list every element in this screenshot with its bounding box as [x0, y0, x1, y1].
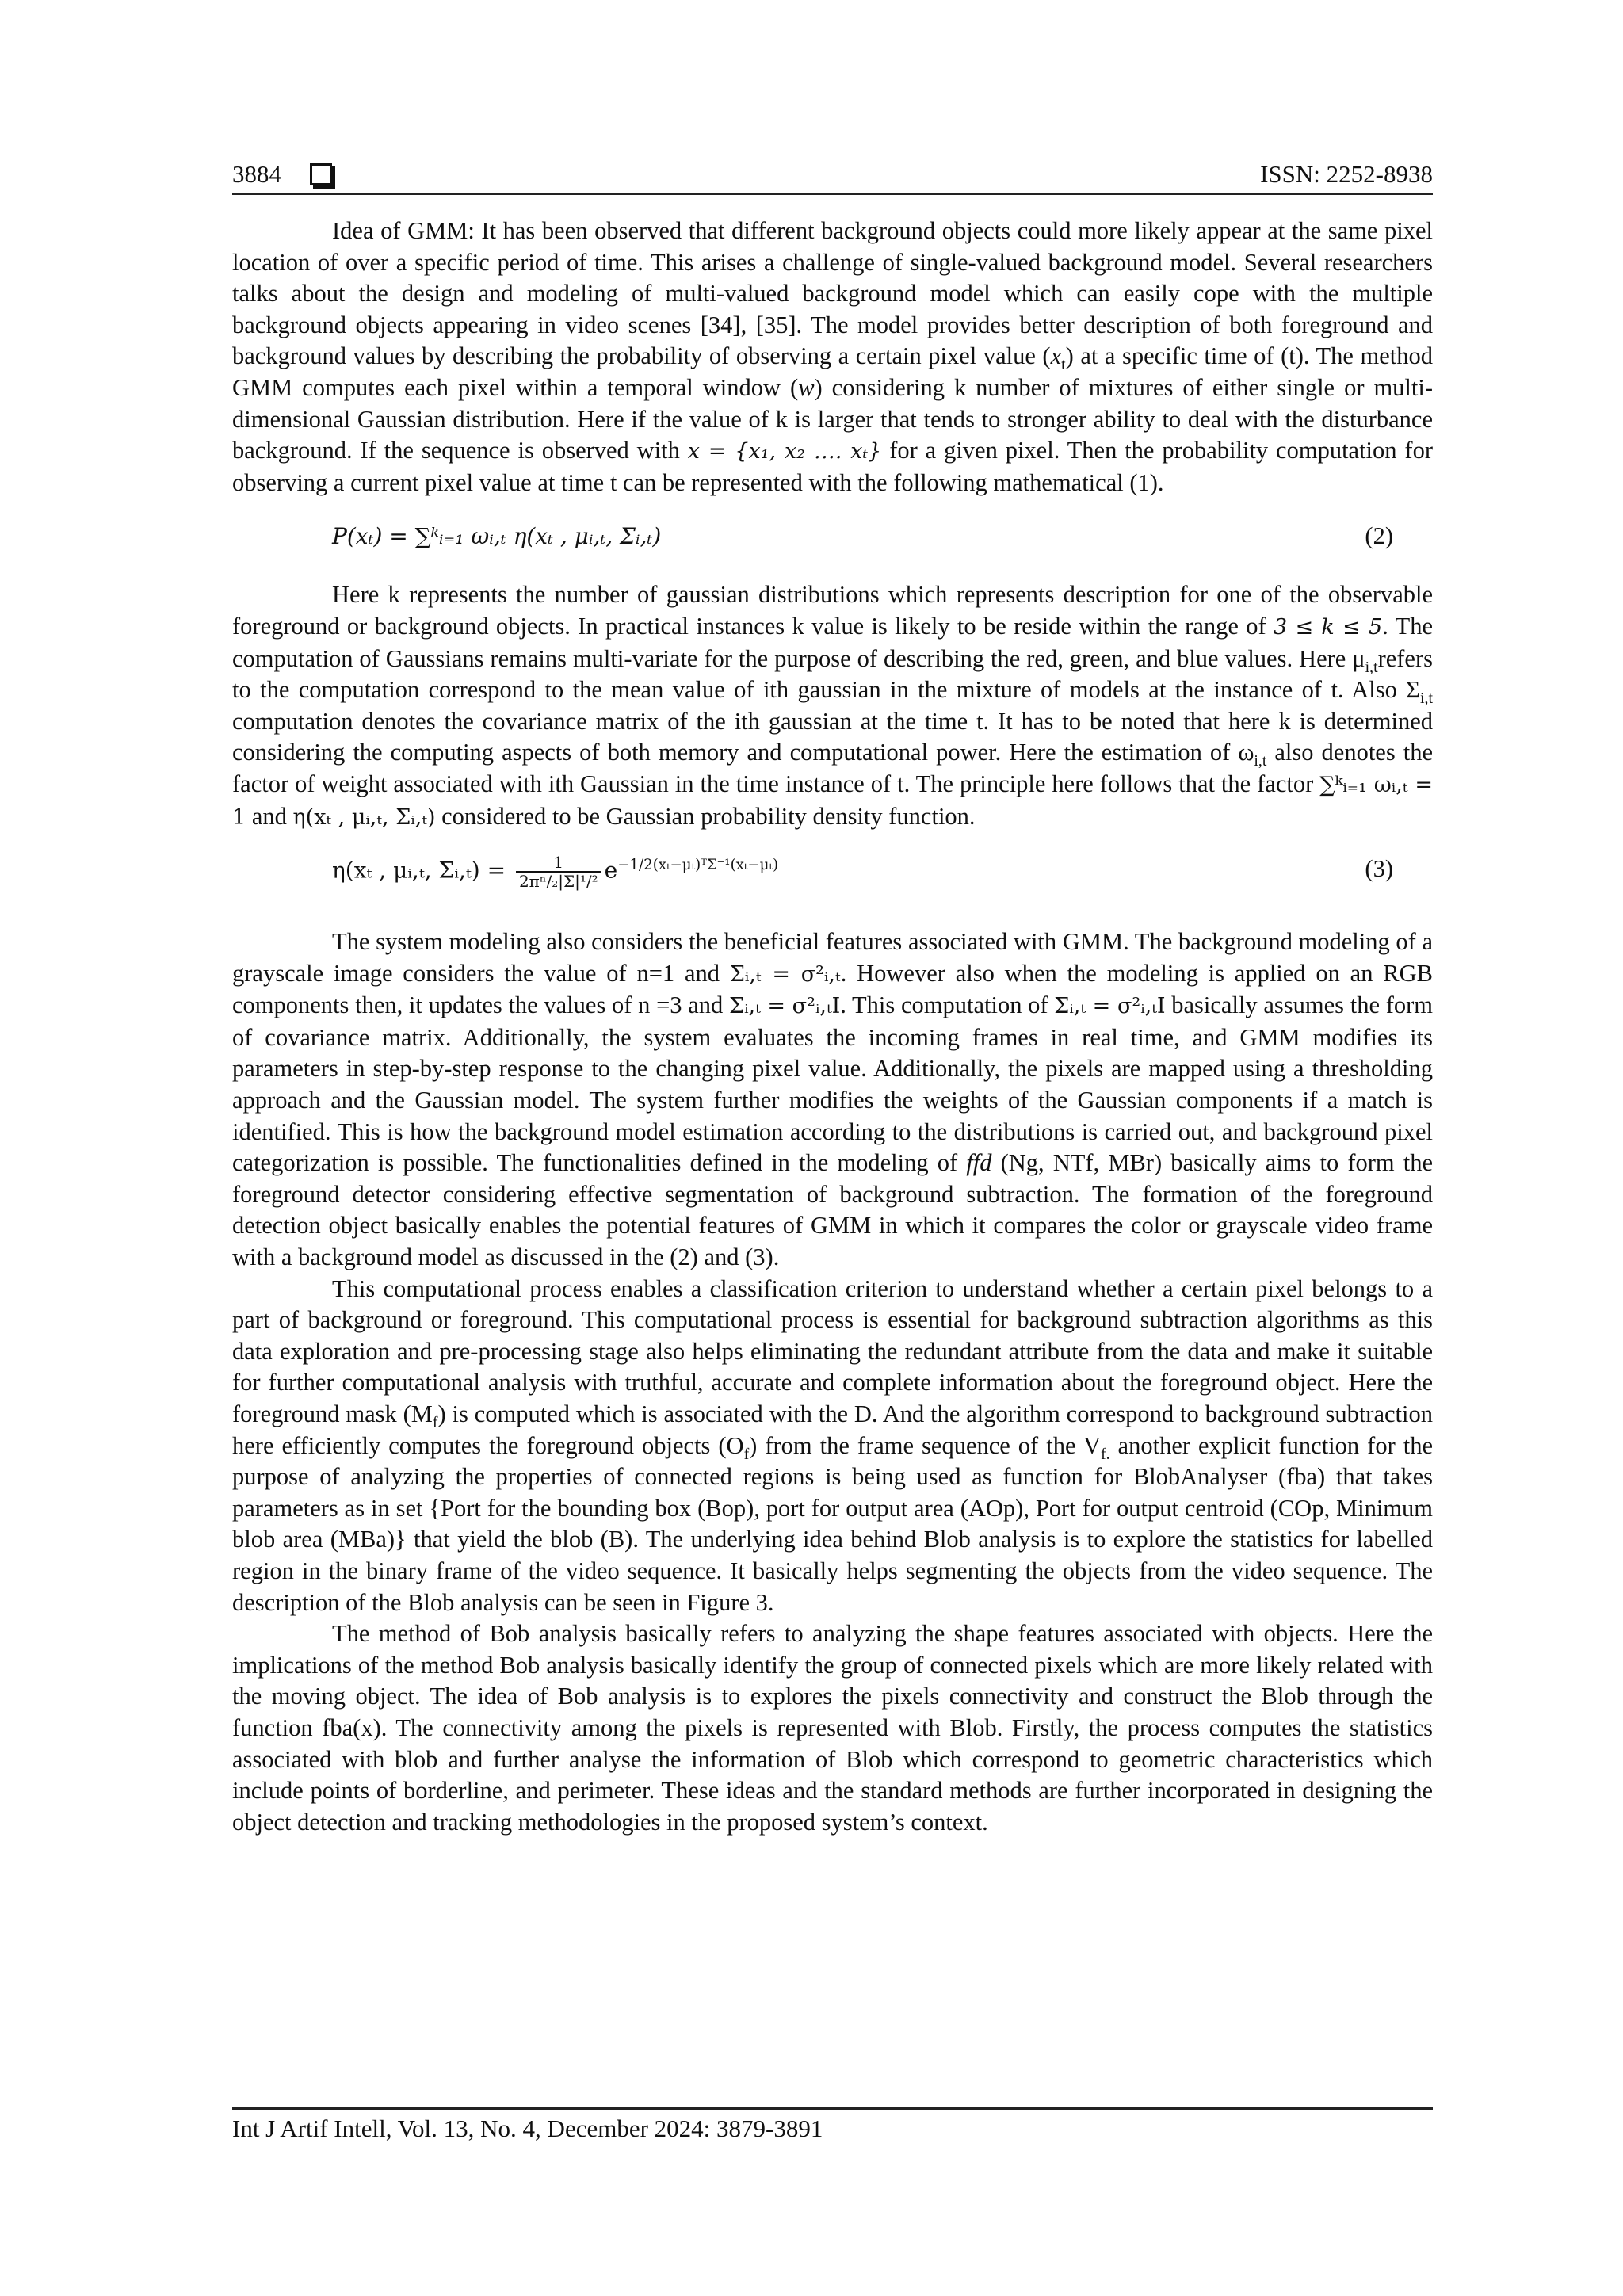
equation-2-expression: [332, 521, 661, 552]
equation-2-number: (2): [1365, 522, 1393, 550]
text: i,t: [1254, 752, 1267, 770]
math-inline: Σᵢ,ₜ = σ²ᵢ,ₜI: [728, 994, 841, 1019]
text: . The computation of Gaussians remains multi-variate for the purpose of describing the red, green, and blue values. Here μ: [232, 612, 1433, 672]
equation-2: [232, 521, 1433, 552]
math-inline: x = {x₁, x₂ …. xₜ}: [687, 439, 882, 464]
fraction: [516, 854, 601, 890]
text: ffd: [966, 1149, 992, 1177]
paragraph-k-distributions: [232, 579, 1433, 833]
text: refers to the computation correspond to the mean value of ith gaussian in the mixture of models at the instance of t. Also Σ: [232, 644, 1433, 704]
equation-3-expression: [332, 854, 778, 890]
text: (Ng, NTf, MBr) basically aims to form the foreground detector considering effective segmentation of background subtraction. The formation of the foreground detection object basically enables the potential features of GMM in which it compares the color or grayscale video frame with a background model as discussed in the (2) and (3).: [232, 1149, 1433, 1271]
page-number: 3884: [232, 160, 281, 188]
text: f: [743, 1445, 750, 1463]
paragraph-gmm-idea: [232, 216, 1433, 499]
text: also denotes the factor of weight associated with ith Gaussian in the time instance of t. The principle here follows that the factor: [232, 739, 1433, 797]
text: Here k represents the number of gaussian distributions which represents description for one of the observable foreground or background objects. In practical instances k value is likely to be reside within the range of: [232, 581, 1433, 640]
text: . This computation of: [840, 991, 1055, 1019]
text: w: [798, 373, 815, 401]
header-rule: [232, 193, 1433, 195]
text: t: [1061, 356, 1066, 374]
text: The system modeling also considers the beneficial features associated with GMM. The background modeling of a grayscale image considers the value of n=1 and: [232, 928, 1433, 987]
text: i,t: [1365, 658, 1378, 676]
text: ) at a specific time of (t). The method GMM computes each pixel within a temporal window (: [232, 342, 1434, 401]
text: considered to be Gaussian probability density function.: [435, 802, 976, 830]
exponent: −1/2(xₜ−μₜ)ᵀΣ⁻¹(xₜ−μₜ): [617, 857, 779, 874]
text: another explicit function for the purpose of analyzing the properties of connected regions is being used as function for BlobAnalyser (fba) that takes parameters as in set {Port for the bounding box (Bop), port for output area (AOp), Port for output centroid (COp, Minimum blob area (MBa)} that yield the blob (B). The underlying idea behind Blob analysis is to explore the statistics for labelled region in the binary frame of the video sequence. It basically helps segmenting the objects from the video sequence. The description of the Blob analysis can be seen in Figure 3.: [232, 1431, 1433, 1616]
text: ) is computed which is associated with the D. And the algorithm correspond to background subtraction here efficiently computes the foreground objects (O: [232, 1400, 1433, 1459]
footer-rule: [232, 2107, 1433, 2110]
eq-lhs: P(xₜ) =: [332, 523, 415, 550]
text: ) from the frame sequence of the V: [749, 1431, 1101, 1459]
equation-3: [232, 854, 1433, 900]
math-inline: 3 ≤ k ≤ 5: [1274, 614, 1383, 640]
checkbox-square-icon: [310, 163, 332, 185]
page-header: [232, 152, 1433, 193]
paragraph-bob-analysis: The method of Bob analysis basically refers to analyzing the shape features associated with objects. Here the implications of the method Bob analysis basically identify the group of connected pixels which are more likely related with the moving object. The idea of Bob analysis is to explores the pixels connectivity and construct the Blob through the function fba(x). The connectivity among the pixels is represented with Blob. Firstly, the process computes the statistics associated with blob and further analyse the information of Blob which correspond to geometric characteristics which include points of borderline, and perimeter. These ideas and the standard methods are further incorporated in designing the object detection and tracking methodologies in the proposed system’s context.: [232, 1620, 1433, 1836]
main-text: [232, 216, 1433, 1838]
exp-base: e: [604, 857, 618, 884]
text: for a given pixel. Then the probability computation for observing a current pixel value at time t can be represented with the following mathematical (1).: [232, 437, 1433, 496]
text: ) considering k number of mixtures of either single or multi-dimensional Gaussian distribution. Here if the value of k is larger that tends to stronger ability to deal with the disturbance background. If the sequence is observed with: [232, 373, 1434, 464]
numerator: 1: [516, 854, 601, 873]
denominator: 2πⁿ/₂|Σ|¹/²: [518, 872, 598, 892]
footer-citation: Int J Artif Intell, Vol. 13, No. 4, December 2024: 3879-3891: [232, 2115, 823, 2142]
text: f.: [1100, 1445, 1110, 1463]
math-inline: Σᵢ,ₜ = σ²ᵢ,ₜI: [1054, 994, 1166, 1019]
equation-3-number: (3): [1365, 855, 1393, 883]
text: x: [1050, 342, 1062, 370]
text: Idea of GMM: It has been observed that different background objects could more likely appear at the same pixel location of over a specific period of time. This arises a challenge of single-valued background model. Several researchers talks about the design and modeling of multi-valued background model which can easily cope with the multiple background objects appearing in video scenes [34], [35]. The model provides better description of both foreground and background values by describing the probability of observing a certain pixel value (: [232, 217, 1433, 370]
paragraph-system-modeling: [232, 926, 1433, 1274]
text: basically assumes the form of covariance matrix. Additionally, the system evaluates the incoming frames in real time, and GMM modifies its parameters in step-by-step response to the changing pixel value. Additionally, the pixels are mapped using a thresholding approach and the Gaussian model. The system further modifies the weights of the Gaussian components if a match is identified. This is how the background model estimation according to the distributions is carried out, and background pixel categorization is possible. The functionalities defined in the modeling of: [232, 991, 1433, 1177]
eq-rhs: ∑ᵏᵢ₌₁ ωᵢ,ₜ η(xₜ , μᵢ,ₜ, Σᵢ,ₜ): [414, 523, 662, 550]
issn: ISSN: 2252-8938: [1260, 160, 1433, 188]
text: This computational process enables a classification criterion to understand whether a certain pixel belongs to a part of background or foreground. This computational process is essential for background subtraction algorithms as this data exploration and pre-processing stage also helps eliminating the redundant attribute from the data and make it suitable for further computational analysis with truthful, accurate and complete information about the foreground object. Here the foreground mask (M: [232, 1274, 1433, 1427]
math-inline: Σᵢ,ₜ = σ²ᵢ,ₜ: [729, 961, 841, 987]
text: and: [246, 802, 293, 830]
math-inline: η(xₜ , μᵢ,ₜ, Σᵢ,ₜ): [292, 804, 436, 830]
header-left: [232, 160, 332, 189]
text: computation denotes the covariance matrix of the ith gaussian at the time t. It has to be noted that here k is determined considering the computing aspects of both memory and computational power. Here the estimation of ω: [232, 707, 1433, 766]
text: . However also when the modeling is applied on an RGB components then, it updates the values of n =3 and: [232, 959, 1433, 1019]
paragraph-classification: [232, 1274, 1433, 1619]
math-inline: ∑ᵏᵢ₌₁ ωᵢ,ₜ = 1: [232, 772, 1434, 830]
eq-lhs: η(xₜ , μᵢ,ₜ, Σᵢ,ₜ) =: [332, 857, 513, 884]
text: f: [432, 1414, 438, 1432]
text: i,t: [1420, 690, 1433, 708]
